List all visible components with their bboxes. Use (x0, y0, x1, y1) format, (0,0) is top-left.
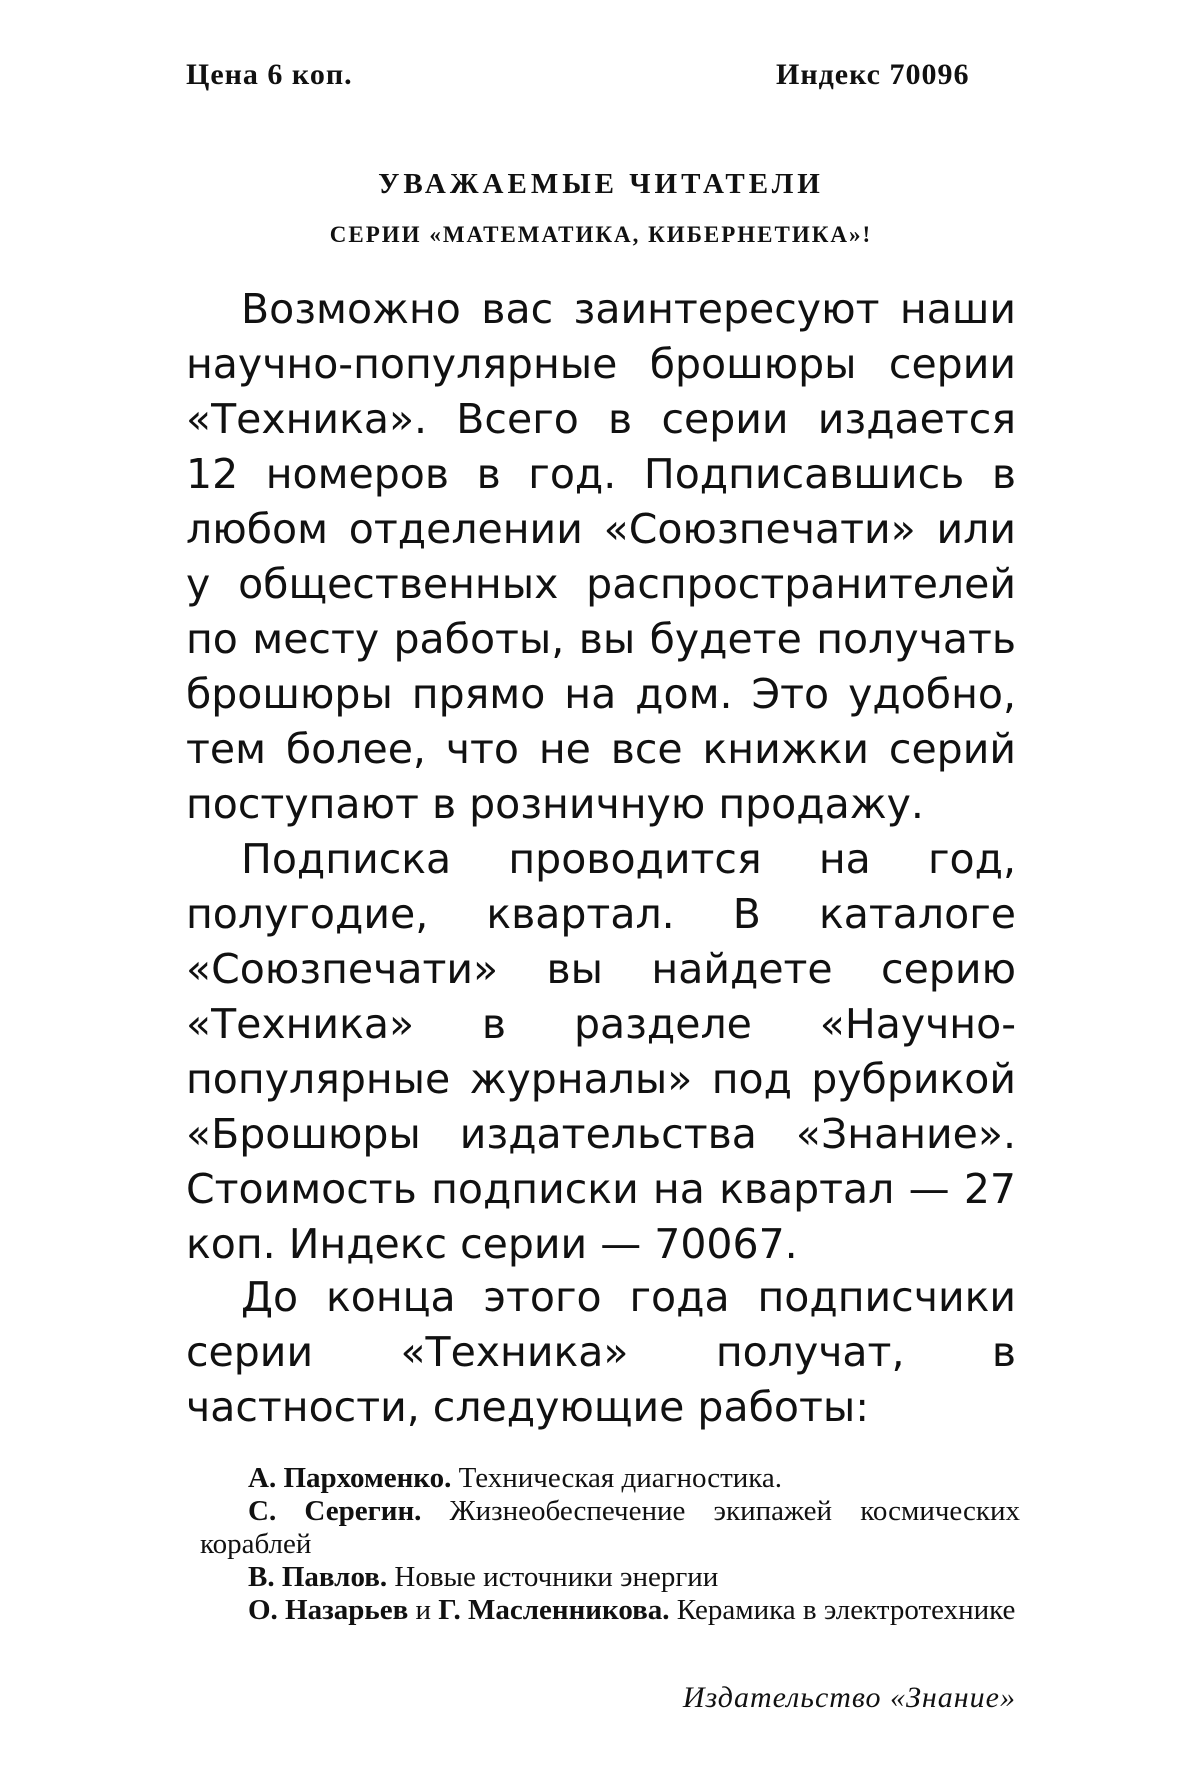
list-item (200, 1561, 1020, 1594)
work-author: А. Пархоменко. (248, 1462, 452, 1494)
index-label: Индекс 70096 (776, 58, 970, 91)
paragraph-text: Подписка проводится на год, полугодие, квартал. В каталоге «Союзпечати» вы найдете серию «Техника» в разделе «Научно-популярные журналы» под рубрикой «Брошюры издательства «Знание». Стоимость подписки на квартал — 27 коп. Индекс серии — 70067. (186, 835, 1016, 1268)
list-item (200, 1594, 1020, 1627)
work-author: С. Серегин. (248, 1495, 422, 1527)
work-author: О. Назарьев (248, 1594, 409, 1626)
heading-title: УВАЖАЕМЫЕ ЧИТАТЕЛИ (378, 168, 824, 200)
paragraph-text: Возможно вас заинтересуют наши научно-популярные брошюры серии «Техника». Всего в серии издается 12 номеров в год. Подписавшись в любом отделении «Союзпечати» или у общественных распространителей по месту работы, вы будете получать брошюры прямо на дом. Это удобно, тем более, что не все книжки серий поступают в розничную продажу. (186, 285, 1016, 828)
list-item (200, 1462, 1020, 1495)
paragraph-upcoming-works (186, 1270, 1016, 1435)
paragraph-text: До конца этого года подписчики серии «Техника» получат, в частности, следующие работы: (186, 1273, 1016, 1431)
work-author-second: Г. Масленникова. (438, 1594, 670, 1626)
heading-subtitle: СЕРИИ «МАТЕМАТИКА, КИБЕРНЕТИКА»! (329, 222, 873, 247)
work-author: В. Павлов. (248, 1561, 388, 1593)
work-title: Новые источники энергии (394, 1561, 719, 1593)
work-title: Жизнеобеспечение экипажей космических кораблей (200, 1495, 1020, 1560)
paragraph-subscription-details (186, 832, 1016, 1272)
work-conjunction: и (415, 1594, 432, 1626)
works-list (200, 1462, 1020, 1627)
price-label: Цена 6 коп. (186, 58, 353, 91)
work-title: Керамика в электротехнике (676, 1594, 1016, 1626)
work-title: Техническая диагностика. (458, 1462, 783, 1494)
list-item (200, 1495, 1020, 1561)
publisher-signature: Издательство «Знание» (682, 1681, 1016, 1714)
paragraph-subscription-intro (186, 282, 1016, 832)
